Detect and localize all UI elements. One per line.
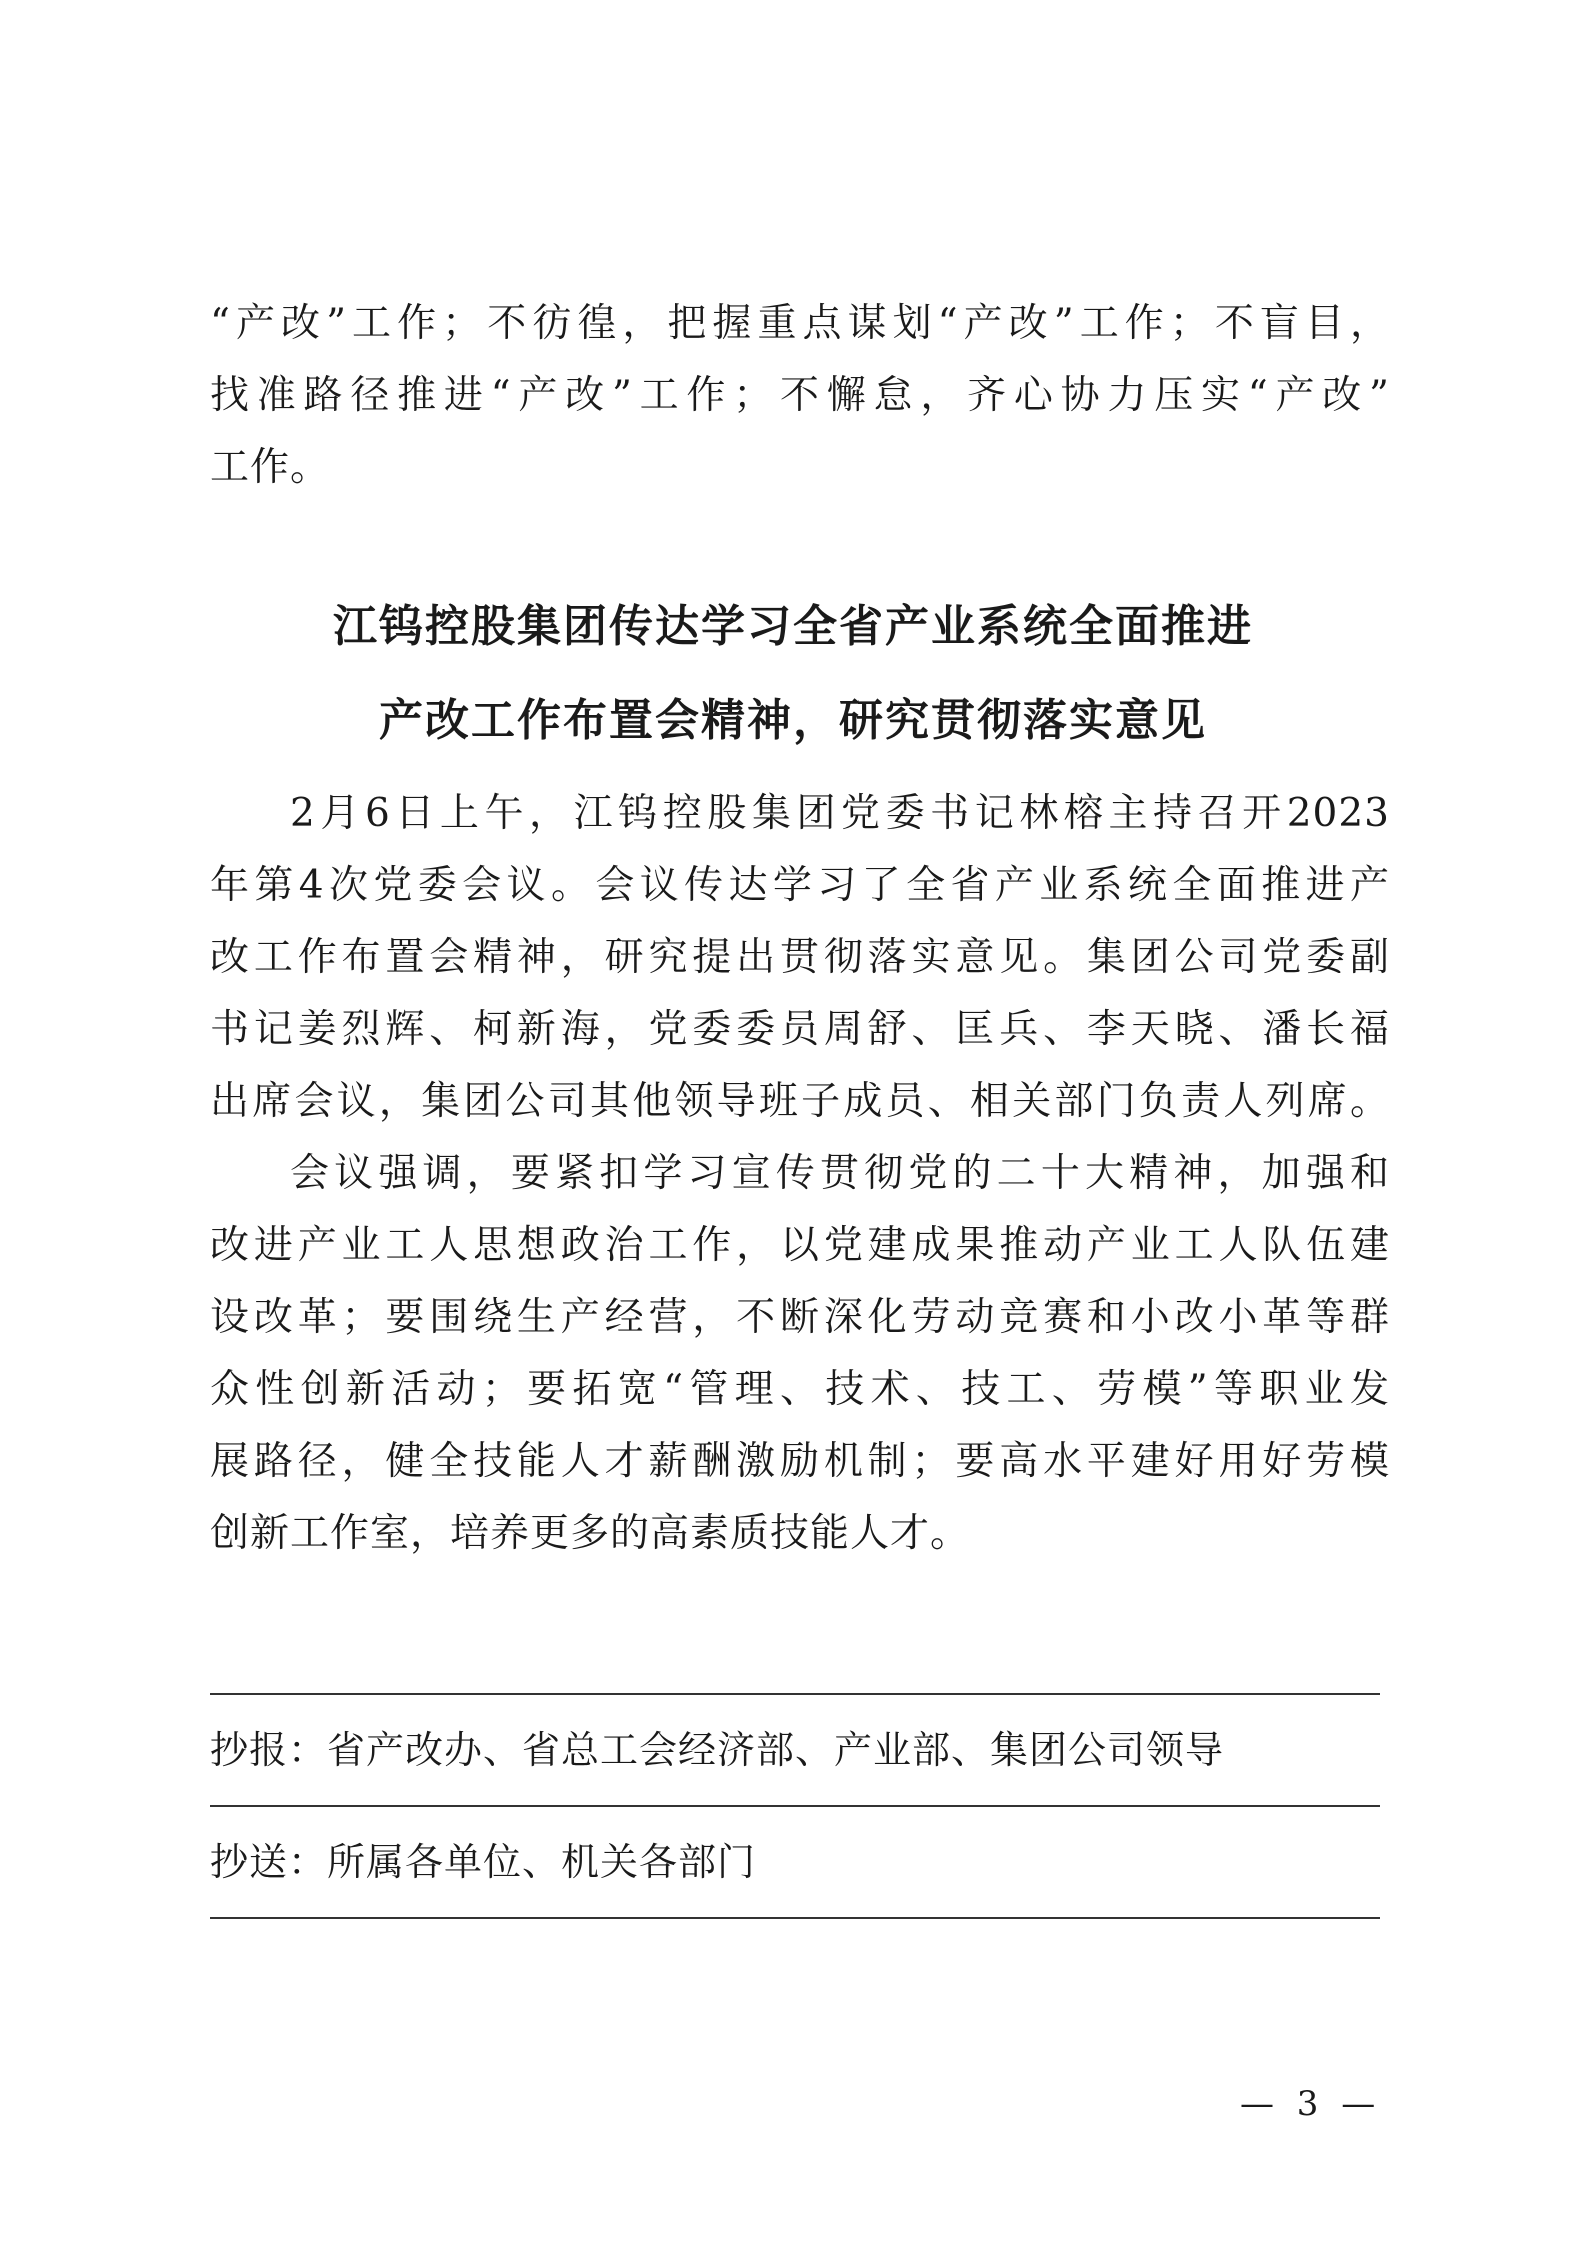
article-title — [0, 580, 1586, 768]
article-title-line-1: 江钨控股集团传达学习全省产业系统全面推进 — [333, 601, 1253, 652]
intro-line-2: 找准路径推进“产改”工作；不懈怠，齐心协力压实“产改” — [210, 373, 1390, 418]
paragraph-2-line-5: 展路径，健全技能人才薪酬激励机制；要高水平建好用好劳模 — [210, 1439, 1390, 1484]
intro-line-3: 工作。 — [210, 445, 331, 490]
article-title-line-2: 产改工作布置会精神，研究贯彻落实意见 — [379, 695, 1207, 746]
paragraph-1-line-5: 出席会议，集团公司其他领导班子成员、相关部门负责人列席。 — [210, 1079, 1390, 1124]
paragraph-1-line-1: 2月6日上午，江钨控股集团党委书记林榕主持召开2023 — [290, 791, 1390, 836]
send-to-line: 抄送：所属各单位、机关各部门 — [210, 1840, 757, 1884]
paragraph-1-line-3: 改工作布置会精神，研究提出贯彻落实意见。集团公司党委副 — [210, 935, 1390, 980]
page-number: — 3 — — [1240, 2084, 1382, 2124]
divider-bottom — [210, 1917, 1380, 1919]
intro-line-1: “产改”工作；不彷徨，把握重点谋划“产改”工作；不盲目， — [210, 301, 1390, 346]
paragraph-2-line-4: 众性创新活动；要拓宽“管理、技术、技工、劳模”等职业发 — [210, 1367, 1390, 1412]
report-to-line: 抄报：省产改办、省总工会经济部、产业部、集团公司领导 — [210, 1728, 1225, 1772]
article-body — [210, 778, 1390, 1570]
distribution-block — [210, 1693, 1380, 1919]
paragraph-2-line-2: 改进产业工人思想政治工作，以党建成果推动产业工人队伍建 — [210, 1223, 1390, 1268]
paragraph-2-line-1: 会议强调，要紧扣学习宣传贯彻党的二十大精神，加强和 — [290, 1151, 1390, 1196]
paragraph-1-line-4: 书记姜烈辉、柯新海，党委委员周舒、匡兵、李天晓、潘长福 — [210, 1007, 1390, 1052]
article-paragraph-2 — [210, 1138, 1390, 1570]
paragraph-1-line-2: 年第4次党委会议。会议传达学习了全省产业系统全面推进产 — [210, 863, 1390, 908]
intro-paragraph — [210, 288, 1390, 504]
article-paragraph-1 — [210, 778, 1390, 1138]
paragraph-2-line-3: 设改革；要围绕生产经营，不断深化劳动竞赛和小改小革等群 — [210, 1295, 1390, 1340]
paragraph-2-line-6: 创新工作室，培养更多的高素质技能人才。 — [210, 1511, 971, 1556]
